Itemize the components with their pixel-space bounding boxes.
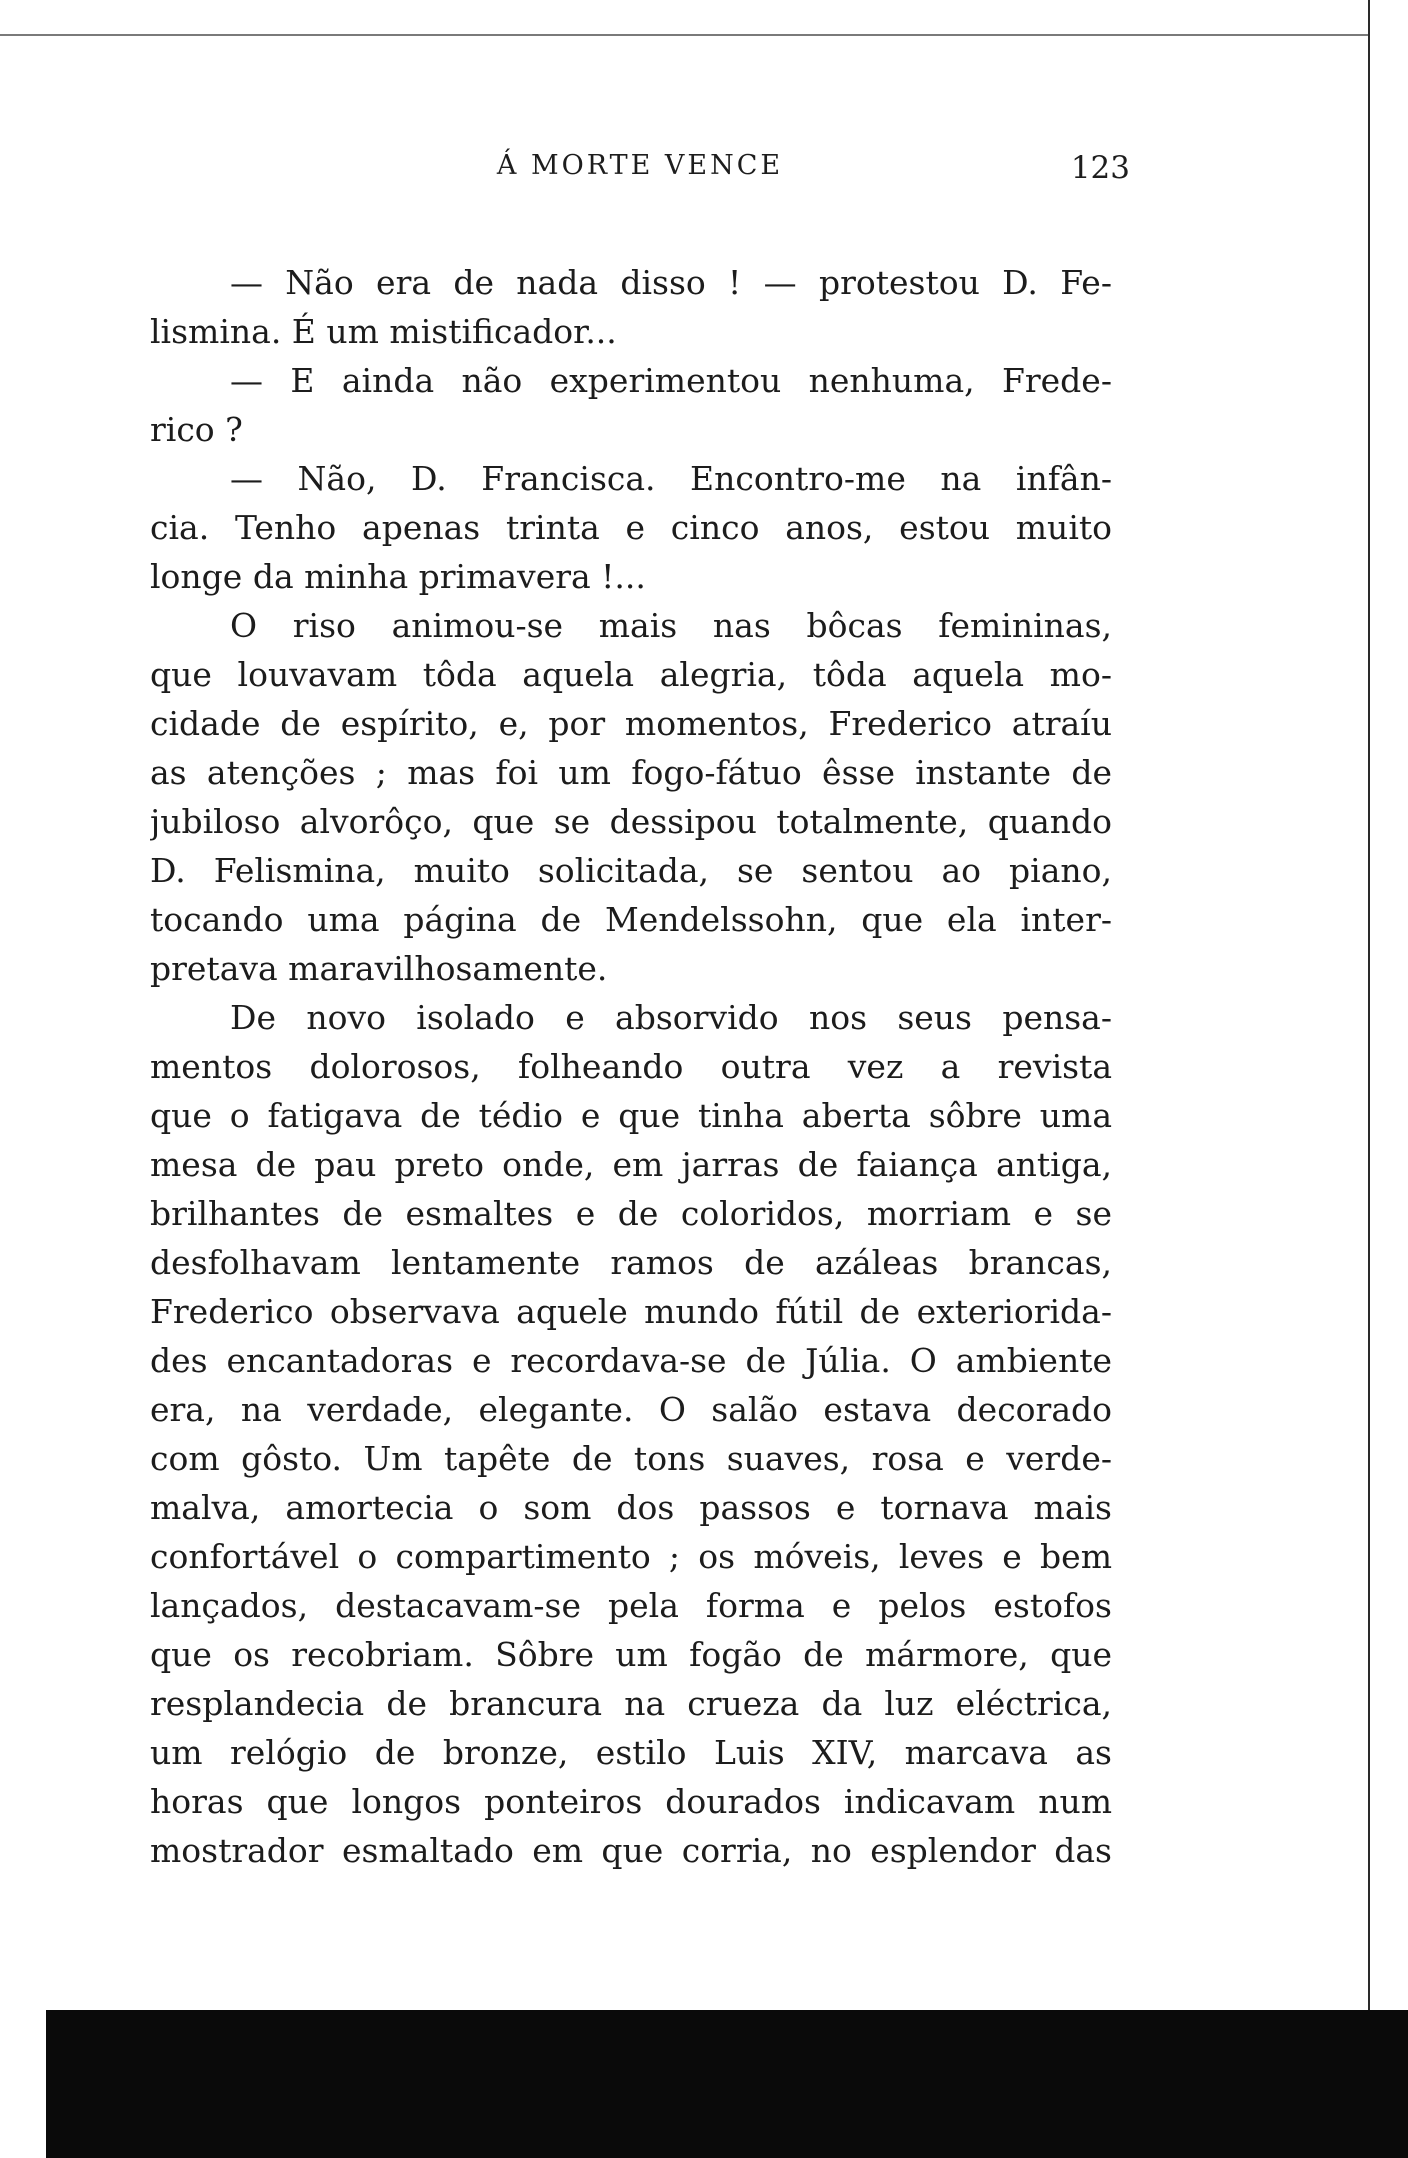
text-line: jubiloso alvorôço, que se dessipou totalmente, quando [150,802,1112,841]
text-line: cia. Tenho apenas trinta e cinco anos, estou muito [150,508,1112,547]
body-text [150,258,1112,1875]
text-line: as atenções ; mas foi um fogo-fátuo êsse instante de [150,753,1112,792]
text-line: rico ? [150,410,243,449]
text-line: desfolhavam lentamente ramos de azáleas brancas, [150,1243,1112,1282]
text-line: cidade de espírito, e, por momentos, Frederico atraíu [150,704,1112,743]
text-line: confortável o compartimento ; os móveis, leves e bem [150,1537,1112,1576]
text-line: O riso animou-se mais nas bôcas femininas, [230,606,1112,645]
text-line: brilhantes de esmaltes e de coloridos, morriam e se [150,1194,1112,1233]
text-line: Frederico observava aquele mundo fútil de exteriorida- [150,1292,1112,1331]
text-line: pretava maravilhosamente. [150,949,608,988]
text-line: D. Felismina, muito solicitada, se sentou ao piano, [150,851,1112,890]
scan-bottom-band [46,2010,1408,2158]
text-line: um relógio de bronze, estilo Luis XIV, marcava as [150,1733,1112,1772]
text-line: De novo isolado e absorvido nos seus pensa- [230,998,1112,1037]
text-line: — Não, D. Francisca. Encontro-me na infân- [230,459,1112,498]
scan-right-edge [1368,0,1408,2158]
page-number: 123 [1070,150,1130,186]
text-line: — E ainda não experimentou nenhuma, Frede- [230,361,1112,400]
text-line: mentos dolorosos, folheando outra vez a revista [150,1047,1112,1086]
text-line: tocando uma página de Mendelssohn, que ela inter- [150,900,1112,939]
text-line: que louvavam tôda aquela alegria, tôda aquela mo- [150,655,1112,694]
running-head: Á MORTE VENCE [496,150,784,181]
text-line: lismina. É um mistificador... [150,312,617,351]
text-line: que o fatigava de tédio e que tinha aberta sôbre uma [150,1096,1112,1135]
scan-top-rule [0,34,1408,36]
text-line: longe da minha primavera !... [150,557,646,596]
text-line: horas que longos ponteiros dourados indicavam num [150,1782,1112,1821]
text-line: mesa de pau preto onde, em jarras de faiança antiga, [150,1145,1112,1184]
text-line: que os recobriam. Sôbre um fogão de mármore, que [150,1635,1112,1674]
text-line: des encantadoras e recordava-se de Júlia. O ambiente [150,1341,1112,1380]
page-header [150,150,1130,194]
text-line: com gôsto. Um tapête de tons suaves, rosa e verde- [150,1439,1112,1478]
text-line: resplandecia de brancura na crueza da luz eléctrica, [150,1684,1112,1723]
text-line: malva, amortecia o som dos passos e tornava mais [150,1488,1112,1527]
text-line: — Não era de nada disso ! — protestou D. Fe- [230,263,1112,302]
text-line: lançados, destacavam-se pela forma e pelos estofos [150,1586,1112,1625]
text-line: mostrador esmaltado em que corria, no esplendor das [150,1831,1112,1870]
text-line: era, na verdade, elegante. O salão estava decorado [150,1390,1112,1429]
